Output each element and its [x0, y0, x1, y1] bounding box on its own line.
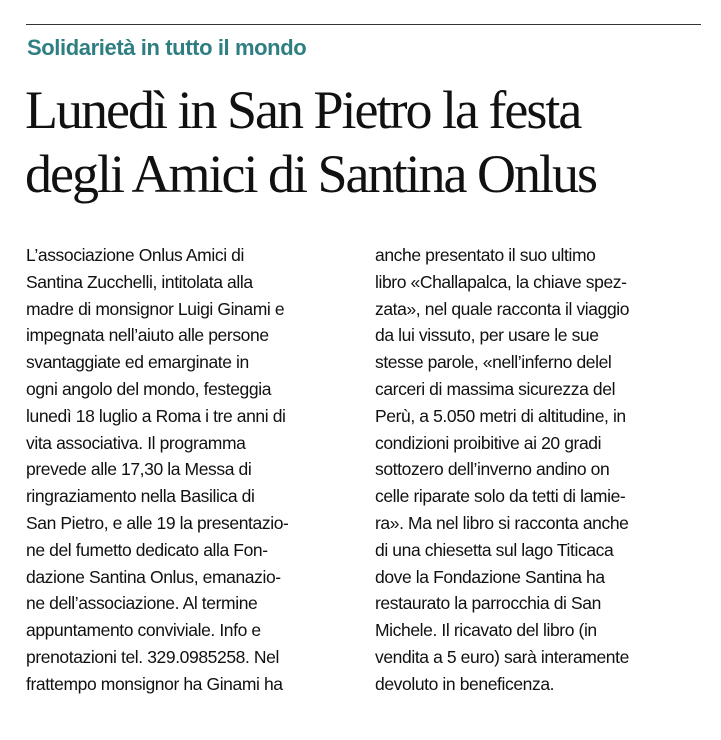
body-line: devoluto in beneficenza.	[375, 673, 555, 694]
article-column-left	[26, 242, 362, 698]
body-line: frattempo monsignor ha Ginami ha	[26, 673, 283, 694]
body-line: anche presentato il suo ultimo	[375, 245, 596, 265]
body-line: Perù, a 5.050 metri di altitudine, in	[375, 405, 626, 426]
headline-line: Lunedì in San Pietro la festa	[25, 80, 581, 140]
body-line: lunedì 18 luglio a Roma i tre anni di	[26, 405, 286, 426]
article-headline	[25, 78, 596, 206]
body-line: ne del fumetto dedicato alla Fon-	[26, 539, 268, 560]
body-line: San Pietro, e alle 19 la presentazio-	[26, 512, 289, 533]
body-line: carceri di massima sicurezza del	[375, 378, 616, 399]
body-line: madre di monsignor Luigi Ginami e	[26, 298, 285, 319]
body-line: vita associativa. Il programma	[26, 432, 246, 453]
body-line: ogni angolo del mondo, festeggia	[26, 378, 272, 399]
body-line: ne dell’associazione. Al termine	[26, 593, 258, 614]
body-line: condizioni proibitive ai 20 gradi	[375, 432, 602, 453]
body-line: L’associazione Onlus Amici di	[26, 245, 244, 265]
body-line: ra». Ma nel libro si racconta anche	[375, 512, 629, 533]
body-line: Santina Zucchelli, intitolata alla	[26, 271, 253, 292]
body-line: celle riparate solo da tetti di lamie-	[375, 486, 626, 507]
body-line: restaurato la parrocchia di San	[375, 593, 601, 614]
body-line: da lui vissuto, per usare le sue	[375, 325, 599, 346]
body-line: ringraziamento nella Basilica di	[26, 486, 255, 507]
top-rule	[26, 24, 701, 25]
body-line: svantaggiate ed emarginate in	[26, 352, 249, 373]
article-column-right	[375, 242, 711, 698]
article-kicker: Solidarietà in tutto il mondo	[27, 35, 307, 60]
body-line: Michele. Il ricavato del libro (in	[375, 620, 597, 641]
body-line: di una chiesetta sul lago Titicaca	[375, 539, 614, 560]
body-line: prenotazioni tel. 329.0985258. Nel	[26, 646, 279, 667]
body-line: appuntamento conviviale. Info e	[26, 620, 261, 641]
body-line: dazione Santina Onlus, emanazio-	[26, 566, 281, 587]
body-line: prevede alle 17,30 la Messa di	[26, 459, 252, 480]
body-line: vendita a 5 euro) sarà interamente	[375, 646, 629, 667]
body-line: dove la Fondazione Santina ha	[375, 566, 605, 587]
body-line: libro «Challapalca, la chiave spez-	[375, 271, 627, 292]
body-line: impegnata nell’aiuto alle persone	[26, 325, 269, 346]
headline-line: degli Amici di Santina Onlus	[25, 144, 596, 204]
body-line: zata», nel quale racconta il viaggio	[375, 298, 630, 319]
body-line: sottozero dell’inverno andino on	[375, 459, 610, 480]
body-line: stesse parole, «nell’inferno delel	[375, 352, 612, 373]
